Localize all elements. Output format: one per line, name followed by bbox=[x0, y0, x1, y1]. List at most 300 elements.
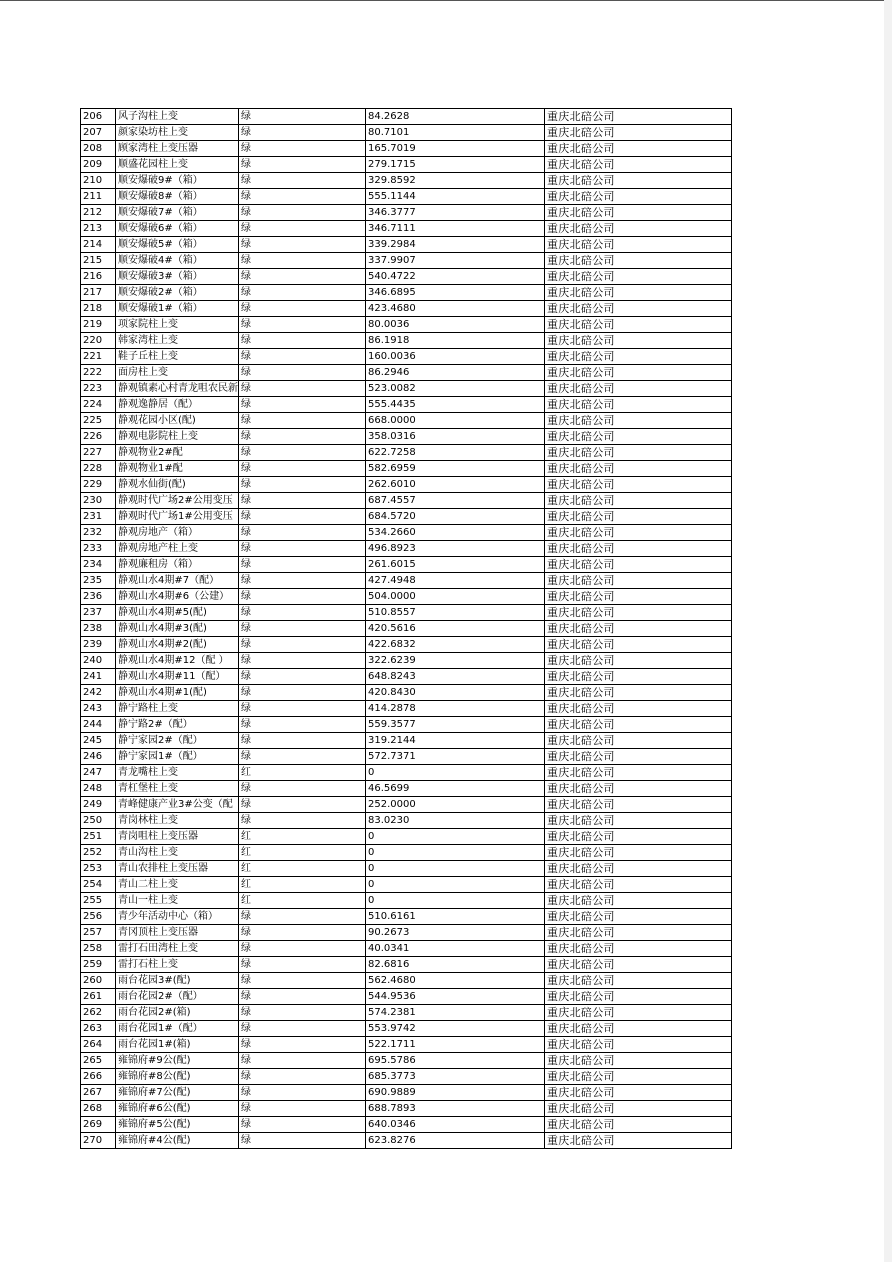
company-cell: 重庆北碚公司 bbox=[545, 173, 732, 189]
company-cell: 重庆北碚公司 bbox=[545, 573, 732, 589]
station-name-cell: 项家院柱上变 bbox=[116, 317, 239, 333]
status-cell: 红 bbox=[239, 893, 366, 909]
status-cell: 绿 bbox=[239, 637, 366, 653]
table-row bbox=[81, 1021, 732, 1037]
station-name-cell: 青山农排柱上变压器 bbox=[116, 861, 239, 877]
table-row bbox=[81, 573, 732, 589]
station-name-cell: 风子沟柱上变 bbox=[116, 109, 239, 125]
company-cell: 重庆北碚公司 bbox=[545, 973, 732, 989]
table-row bbox=[81, 461, 732, 477]
status-cell: 绿 bbox=[239, 541, 366, 557]
status-cell: 红 bbox=[239, 861, 366, 877]
status-cell: 绿 bbox=[239, 157, 366, 173]
row-number-cell: 211 bbox=[81, 189, 116, 205]
row-number-cell: 253 bbox=[81, 861, 116, 877]
row-number-cell: 258 bbox=[81, 941, 116, 957]
value-cell: 346.3777 bbox=[366, 205, 545, 221]
status-cell: 绿 bbox=[239, 797, 366, 813]
value-cell: 414.2878 bbox=[366, 701, 545, 717]
station-name-cell: 静观物业2#配 bbox=[116, 445, 239, 461]
row-number-cell: 230 bbox=[81, 493, 116, 509]
status-cell: 红 bbox=[239, 829, 366, 845]
table-row bbox=[81, 381, 732, 397]
company-cell: 重庆北碚公司 bbox=[545, 1085, 732, 1101]
status-cell: 绿 bbox=[239, 717, 366, 733]
table-row bbox=[81, 125, 732, 141]
table-row bbox=[81, 333, 732, 349]
station-name-cell: 静观山水4期#6（公建） bbox=[116, 589, 239, 605]
row-number-cell: 228 bbox=[81, 461, 116, 477]
status-cell: 绿 bbox=[239, 989, 366, 1005]
table-row bbox=[81, 701, 732, 717]
station-name-cell: 静宁路2#（配） bbox=[116, 717, 239, 733]
company-cell: 重庆北碚公司 bbox=[545, 765, 732, 781]
status-cell: 绿 bbox=[239, 221, 366, 237]
table-row bbox=[81, 861, 732, 877]
status-cell: 绿 bbox=[239, 509, 366, 525]
value-cell: 523.0082 bbox=[366, 381, 545, 397]
row-number-cell: 270 bbox=[81, 1133, 116, 1149]
table-row bbox=[81, 397, 732, 413]
value-cell: 623.8276 bbox=[366, 1133, 545, 1149]
station-name-cell: 雍锦府#9公(配) bbox=[116, 1053, 239, 1069]
row-number-cell: 229 bbox=[81, 477, 116, 493]
row-number-cell: 262 bbox=[81, 1005, 116, 1021]
row-number-cell: 242 bbox=[81, 685, 116, 701]
row-number-cell: 259 bbox=[81, 957, 116, 973]
value-cell: 684.5720 bbox=[366, 509, 545, 525]
value-cell: 319.2144 bbox=[366, 733, 545, 749]
station-name-cell: 顺安爆破3#（箱） bbox=[116, 269, 239, 285]
station-name-cell: 静观镇素心村青龙咀农民新 bbox=[116, 381, 239, 397]
station-name-cell: 面房柱上变 bbox=[116, 365, 239, 381]
station-name-cell: 静观山水4期#5(配) bbox=[116, 605, 239, 621]
company-cell: 重庆北碚公司 bbox=[545, 893, 732, 909]
station-name-cell: 雷打石田湾柱上变 bbox=[116, 941, 239, 957]
station-name-cell: 静观水仙街(配) bbox=[116, 477, 239, 493]
value-cell: 423.4680 bbox=[366, 301, 545, 317]
row-number-cell: 246 bbox=[81, 749, 116, 765]
company-cell: 重庆北碚公司 bbox=[545, 221, 732, 237]
table-row bbox=[81, 1101, 732, 1117]
value-cell: 346.6895 bbox=[366, 285, 545, 301]
value-cell: 555.1144 bbox=[366, 189, 545, 205]
table-row bbox=[81, 1037, 732, 1053]
row-number-cell: 206 bbox=[81, 109, 116, 125]
value-cell: 668.0000 bbox=[366, 413, 545, 429]
status-cell: 绿 bbox=[239, 573, 366, 589]
value-cell: 504.0000 bbox=[366, 589, 545, 605]
table-row bbox=[81, 845, 732, 861]
company-cell: 重庆北碚公司 bbox=[545, 1101, 732, 1117]
company-cell: 重庆北碚公司 bbox=[545, 141, 732, 157]
table-row bbox=[81, 141, 732, 157]
value-cell: 688.7893 bbox=[366, 1101, 545, 1117]
company-cell: 重庆北碚公司 bbox=[545, 941, 732, 957]
station-name-cell: 雍锦府#7公(配) bbox=[116, 1085, 239, 1101]
row-number-cell: 244 bbox=[81, 717, 116, 733]
value-cell: 562.4680 bbox=[366, 973, 545, 989]
status-cell: 绿 bbox=[239, 413, 366, 429]
station-name-cell: 雷打石柱上变 bbox=[116, 957, 239, 973]
company-cell: 重庆北碚公司 bbox=[545, 333, 732, 349]
value-cell: 0 bbox=[366, 893, 545, 909]
value-cell: 553.9742 bbox=[366, 1021, 545, 1037]
status-cell: 绿 bbox=[239, 813, 366, 829]
status-cell: 绿 bbox=[239, 973, 366, 989]
value-cell: 522.1711 bbox=[366, 1037, 545, 1053]
status-cell: 绿 bbox=[239, 397, 366, 413]
status-cell: 绿 bbox=[239, 237, 366, 253]
company-cell: 重庆北碚公司 bbox=[545, 413, 732, 429]
station-name-cell: 静观山水4期#3(配) bbox=[116, 621, 239, 637]
table-row bbox=[81, 877, 732, 893]
table-row bbox=[81, 1133, 732, 1149]
company-cell: 重庆北碚公司 bbox=[545, 797, 732, 813]
table-row bbox=[81, 1085, 732, 1101]
table-row bbox=[81, 109, 732, 125]
company-cell: 重庆北碚公司 bbox=[545, 525, 732, 541]
table-row bbox=[81, 781, 732, 797]
status-cell: 绿 bbox=[239, 589, 366, 605]
company-cell: 重庆北碚公司 bbox=[545, 749, 732, 765]
station-name-cell: 静观逸静居（配） bbox=[116, 397, 239, 413]
table-row bbox=[81, 893, 732, 909]
status-cell: 绿 bbox=[239, 381, 366, 397]
table-row bbox=[81, 605, 732, 621]
table-row bbox=[81, 813, 732, 829]
table-row bbox=[81, 925, 732, 941]
value-cell: 261.6015 bbox=[366, 557, 545, 573]
row-number-cell: 209 bbox=[81, 157, 116, 173]
table-row bbox=[81, 509, 732, 525]
value-cell: 622.7258 bbox=[366, 445, 545, 461]
value-cell: 339.2984 bbox=[366, 237, 545, 253]
value-cell: 337.9907 bbox=[366, 253, 545, 269]
status-cell: 绿 bbox=[239, 781, 366, 797]
status-cell: 绿 bbox=[239, 653, 366, 669]
status-cell: 绿 bbox=[239, 621, 366, 637]
station-name-cell: 静观山水4期#1(配) bbox=[116, 685, 239, 701]
row-number-cell: 231 bbox=[81, 509, 116, 525]
table-row bbox=[81, 157, 732, 173]
value-cell: 322.6239 bbox=[366, 653, 545, 669]
table-row bbox=[81, 349, 732, 365]
status-cell: 红 bbox=[239, 845, 366, 861]
company-cell: 重庆北碚公司 bbox=[545, 813, 732, 829]
table-row bbox=[81, 317, 732, 333]
station-name-cell: 顾家湾柱上变压器 bbox=[116, 141, 239, 157]
station-name-cell: 雍锦府#5公(配) bbox=[116, 1117, 239, 1133]
row-number-cell: 268 bbox=[81, 1101, 116, 1117]
table-row bbox=[81, 285, 732, 301]
table-row bbox=[81, 1069, 732, 1085]
status-cell: 绿 bbox=[239, 1005, 366, 1021]
station-name-cell: 雍锦府#8公(配) bbox=[116, 1069, 239, 1085]
table-row bbox=[81, 493, 732, 509]
status-cell: 绿 bbox=[239, 333, 366, 349]
station-name-cell: 静宁路柱上变 bbox=[116, 701, 239, 717]
row-number-cell: 212 bbox=[81, 205, 116, 221]
row-number-cell: 216 bbox=[81, 269, 116, 285]
row-number-cell: 266 bbox=[81, 1069, 116, 1085]
transformer-table bbox=[80, 108, 732, 1149]
value-cell: 80.7101 bbox=[366, 125, 545, 141]
company-cell: 重庆北碚公司 bbox=[545, 205, 732, 221]
station-name-cell: 静宁家园2#（配） bbox=[116, 733, 239, 749]
row-number-cell: 226 bbox=[81, 429, 116, 445]
value-cell: 80.0036 bbox=[366, 317, 545, 333]
company-cell: 重庆北碚公司 bbox=[545, 237, 732, 253]
row-number-cell: 208 bbox=[81, 141, 116, 157]
value-cell: 83.0230 bbox=[366, 813, 545, 829]
station-name-cell: 鞋子丘柱上变 bbox=[116, 349, 239, 365]
row-number-cell: 257 bbox=[81, 925, 116, 941]
station-name-cell: 雍锦府#4公(配) bbox=[116, 1133, 239, 1149]
company-cell: 重庆北碚公司 bbox=[545, 1005, 732, 1021]
row-number-cell: 221 bbox=[81, 349, 116, 365]
row-number-cell: 227 bbox=[81, 445, 116, 461]
company-cell: 重庆北碚公司 bbox=[545, 877, 732, 893]
status-cell: 绿 bbox=[239, 301, 366, 317]
company-cell: 重庆北碚公司 bbox=[545, 1021, 732, 1037]
company-cell: 重庆北碚公司 bbox=[545, 365, 732, 381]
company-cell: 重庆北碚公司 bbox=[545, 909, 732, 925]
company-cell: 重庆北碚公司 bbox=[545, 605, 732, 621]
value-cell: 82.6816 bbox=[366, 957, 545, 973]
station-name-cell: 青岗林柱上变 bbox=[116, 813, 239, 829]
status-cell: 绿 bbox=[239, 1133, 366, 1149]
company-cell: 重庆北碚公司 bbox=[545, 461, 732, 477]
value-cell: 0 bbox=[366, 845, 545, 861]
status-cell: 绿 bbox=[239, 1021, 366, 1037]
row-number-cell: 248 bbox=[81, 781, 116, 797]
row-number-cell: 217 bbox=[81, 285, 116, 301]
status-cell: 绿 bbox=[239, 941, 366, 957]
value-cell: 262.6010 bbox=[366, 477, 545, 493]
company-cell: 重庆北碚公司 bbox=[545, 717, 732, 733]
company-cell: 重庆北碚公司 bbox=[545, 1133, 732, 1149]
value-cell: 420.5616 bbox=[366, 621, 545, 637]
table-row bbox=[81, 989, 732, 1005]
table-row bbox=[81, 205, 732, 221]
company-cell: 重庆北碚公司 bbox=[545, 781, 732, 797]
station-name-cell: 青岗咀柱上变压器 bbox=[116, 829, 239, 845]
station-name-cell: 青杠堡柱上变 bbox=[116, 781, 239, 797]
company-cell: 重庆北碚公司 bbox=[545, 1069, 732, 1085]
row-number-cell: 239 bbox=[81, 637, 116, 653]
company-cell: 重庆北碚公司 bbox=[545, 669, 732, 685]
table-row bbox=[81, 525, 732, 541]
value-cell: 165.7019 bbox=[366, 141, 545, 157]
status-cell: 绿 bbox=[239, 269, 366, 285]
company-cell: 重庆北碚公司 bbox=[545, 349, 732, 365]
station-name-cell: 静观花园小区(配) bbox=[116, 413, 239, 429]
company-cell: 重庆北碚公司 bbox=[545, 925, 732, 941]
company-cell: 重庆北碚公司 bbox=[545, 733, 732, 749]
company-cell: 重庆北碚公司 bbox=[545, 285, 732, 301]
company-cell: 重庆北碚公司 bbox=[545, 541, 732, 557]
station-name-cell: 雍锦府#6公(配) bbox=[116, 1101, 239, 1117]
table-row bbox=[81, 253, 732, 269]
company-cell: 重庆北碚公司 bbox=[545, 589, 732, 605]
status-cell: 绿 bbox=[239, 1069, 366, 1085]
station-name-cell: 顺盛花园柱上变 bbox=[116, 157, 239, 173]
row-number-cell: 241 bbox=[81, 669, 116, 685]
row-number-cell: 218 bbox=[81, 301, 116, 317]
table-row bbox=[81, 797, 732, 813]
station-name-cell: 静观物业1#配 bbox=[116, 461, 239, 477]
company-cell: 重庆北碚公司 bbox=[545, 845, 732, 861]
company-cell: 重庆北碚公司 bbox=[545, 189, 732, 205]
value-cell: 279.1715 bbox=[366, 157, 545, 173]
status-cell: 绿 bbox=[239, 525, 366, 541]
row-number-cell: 222 bbox=[81, 365, 116, 381]
table-row bbox=[81, 685, 732, 701]
status-cell: 绿 bbox=[239, 1117, 366, 1133]
company-cell: 重庆北碚公司 bbox=[545, 381, 732, 397]
row-number-cell: 215 bbox=[81, 253, 116, 269]
value-cell: 534.2660 bbox=[366, 525, 545, 541]
table-row bbox=[81, 173, 732, 189]
value-cell: 346.7111 bbox=[366, 221, 545, 237]
status-cell: 绿 bbox=[239, 957, 366, 973]
status-cell: 绿 bbox=[239, 909, 366, 925]
company-cell: 重庆北碚公司 bbox=[545, 477, 732, 493]
table-row bbox=[81, 301, 732, 317]
row-number-cell: 249 bbox=[81, 797, 116, 813]
status-cell: 绿 bbox=[239, 253, 366, 269]
row-number-cell: 219 bbox=[81, 317, 116, 333]
table-row bbox=[81, 733, 732, 749]
company-cell: 重庆北碚公司 bbox=[545, 509, 732, 525]
status-cell: 绿 bbox=[239, 749, 366, 765]
row-number-cell: 245 bbox=[81, 733, 116, 749]
station-name-cell: 静观山水4期#7（配） bbox=[116, 573, 239, 589]
station-name-cell: 静观房地产（箱） bbox=[116, 525, 239, 541]
company-cell: 重庆北碚公司 bbox=[545, 301, 732, 317]
company-cell: 重庆北碚公司 bbox=[545, 1037, 732, 1053]
value-cell: 0 bbox=[366, 829, 545, 845]
table-row bbox=[81, 557, 732, 573]
company-cell: 重庆北碚公司 bbox=[545, 317, 732, 333]
company-cell: 重庆北碚公司 bbox=[545, 157, 732, 173]
row-number-cell: 260 bbox=[81, 973, 116, 989]
station-name-cell: 雨台花园3#(配) bbox=[116, 973, 239, 989]
station-name-cell: 顺安爆破8#（箱） bbox=[116, 189, 239, 205]
station-name-cell: 青龙嘴柱上变 bbox=[116, 765, 239, 781]
station-name-cell: 青山一柱上变 bbox=[116, 893, 239, 909]
status-cell: 绿 bbox=[239, 1053, 366, 1069]
value-cell: 496.8923 bbox=[366, 541, 545, 557]
station-name-cell: 青山二柱上变 bbox=[116, 877, 239, 893]
status-cell: 绿 bbox=[239, 317, 366, 333]
value-cell: 572.7371 bbox=[366, 749, 545, 765]
status-cell: 绿 bbox=[239, 733, 366, 749]
value-cell: 90.2673 bbox=[366, 925, 545, 941]
station-name-cell: 静观山水4期#11（配） bbox=[116, 669, 239, 685]
company-cell: 重庆北碚公司 bbox=[545, 861, 732, 877]
company-cell: 重庆北碚公司 bbox=[545, 989, 732, 1005]
company-cell: 重庆北碚公司 bbox=[545, 109, 732, 125]
station-name-cell: 雨台花园2#(箱) bbox=[116, 1005, 239, 1021]
company-cell: 重庆北碚公司 bbox=[545, 637, 732, 653]
status-cell: 绿 bbox=[239, 701, 366, 717]
value-cell: 640.0346 bbox=[366, 1117, 545, 1133]
table-row bbox=[81, 765, 732, 781]
station-name-cell: 静观山水4期#12（配 ） bbox=[116, 653, 239, 669]
station-name-cell: 静观廉租房（箱） bbox=[116, 557, 239, 573]
row-number-cell: 251 bbox=[81, 829, 116, 845]
value-cell: 695.5786 bbox=[366, 1053, 545, 1069]
company-cell: 重庆北碚公司 bbox=[545, 429, 732, 445]
status-cell: 绿 bbox=[239, 109, 366, 125]
row-number-cell: 267 bbox=[81, 1085, 116, 1101]
table-row bbox=[81, 957, 732, 973]
company-cell: 重庆北碚公司 bbox=[545, 557, 732, 573]
station-name-cell: 雨台花园1#（配） bbox=[116, 1021, 239, 1037]
station-name-cell: 顺安爆破2#（箱） bbox=[116, 285, 239, 301]
status-cell: 绿 bbox=[239, 365, 366, 381]
value-cell: 86.2946 bbox=[366, 365, 545, 381]
row-number-cell: 240 bbox=[81, 653, 116, 669]
row-number-cell: 223 bbox=[81, 381, 116, 397]
status-cell: 绿 bbox=[239, 669, 366, 685]
status-cell: 绿 bbox=[239, 925, 366, 941]
company-cell: 重庆北碚公司 bbox=[545, 701, 732, 717]
row-number-cell: 235 bbox=[81, 573, 116, 589]
value-cell: 46.5699 bbox=[366, 781, 545, 797]
station-name-cell: 静观山水4期#2(配) bbox=[116, 637, 239, 653]
table-row bbox=[81, 589, 732, 605]
row-number-cell: 250 bbox=[81, 813, 116, 829]
table-row bbox=[81, 941, 732, 957]
company-cell: 重庆北碚公司 bbox=[545, 397, 732, 413]
page-top-border bbox=[0, 0, 892, 1]
value-cell: 648.8243 bbox=[366, 669, 545, 685]
station-name-cell: 青冈顶柱上变压器 bbox=[116, 925, 239, 941]
value-cell: 160.0036 bbox=[366, 349, 545, 365]
status-cell: 绿 bbox=[239, 445, 366, 461]
status-cell: 绿 bbox=[239, 1101, 366, 1117]
table-row bbox=[81, 973, 732, 989]
row-number-cell: 237 bbox=[81, 605, 116, 621]
station-name-cell: 顺安爆破6#（箱） bbox=[116, 221, 239, 237]
row-number-cell: 210 bbox=[81, 173, 116, 189]
company-cell: 重庆北碚公司 bbox=[545, 653, 732, 669]
row-number-cell: 238 bbox=[81, 621, 116, 637]
company-cell: 重庆北碚公司 bbox=[545, 685, 732, 701]
value-cell: 252.0000 bbox=[366, 797, 545, 813]
status-cell: 绿 bbox=[239, 125, 366, 141]
station-name-cell: 静观时代广场1#公用变压 bbox=[116, 509, 239, 525]
station-name-cell: 顺安爆破1#（箱） bbox=[116, 301, 239, 317]
company-cell: 重庆北碚公司 bbox=[545, 269, 732, 285]
table-row bbox=[81, 429, 732, 445]
row-number-cell: 261 bbox=[81, 989, 116, 1005]
status-cell: 绿 bbox=[239, 605, 366, 621]
station-name-cell: 青少年活动中心（箱） bbox=[116, 909, 239, 925]
value-cell: 510.6161 bbox=[366, 909, 545, 925]
table-row bbox=[81, 221, 732, 237]
row-number-cell: 220 bbox=[81, 333, 116, 349]
value-cell: 329.8592 bbox=[366, 173, 545, 189]
table-row bbox=[81, 637, 732, 653]
station-name-cell: 静观房地产柱上变 bbox=[116, 541, 239, 557]
table-row bbox=[81, 749, 732, 765]
value-cell: 687.4557 bbox=[366, 493, 545, 509]
status-cell: 红 bbox=[239, 765, 366, 781]
